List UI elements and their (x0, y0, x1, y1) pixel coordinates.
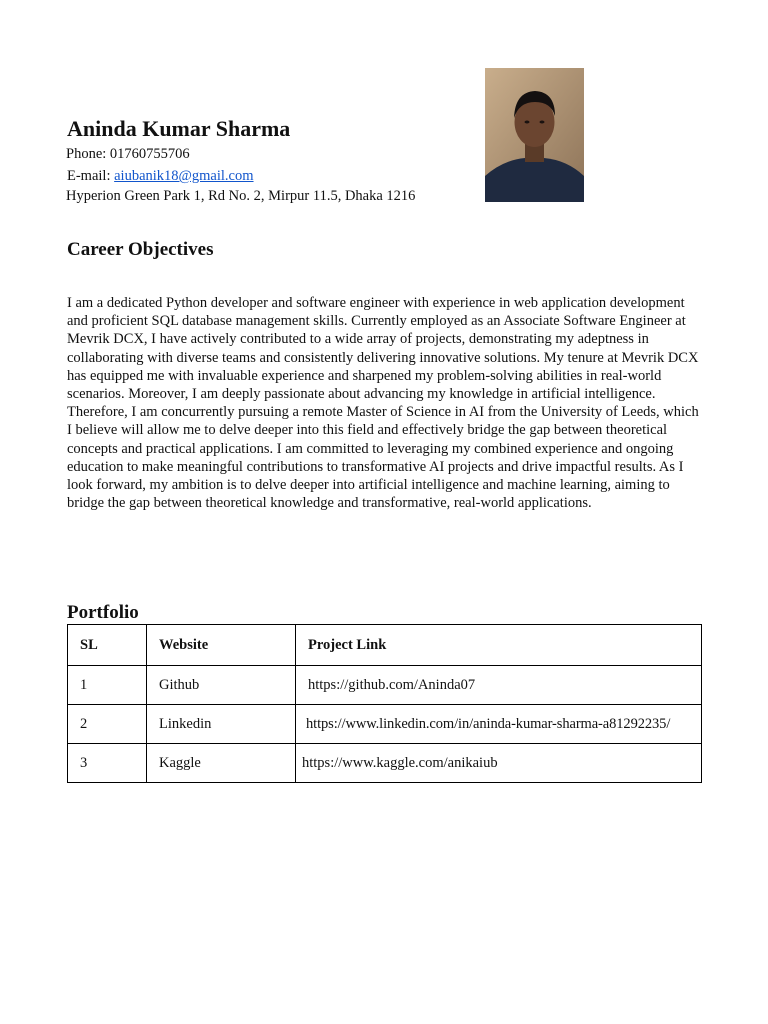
cell-sl: 2 (68, 705, 147, 744)
candidate-name: Aninda Kumar Sharma (67, 116, 291, 141)
header-website: Website (147, 625, 296, 666)
header-project-link: Project Link (296, 625, 702, 666)
profile-photo-illustration (485, 68, 584, 202)
address-line: Hyperion Green Park 1, Rd No. 2, Mirpur 11.5, Dhaka 1216 (66, 188, 416, 204)
portfolio-table (67, 624, 702, 783)
portfolio-heading: Portfolio (67, 602, 139, 623)
cell-website: Kaggle (147, 744, 296, 783)
cell-sl: 1 (68, 666, 147, 705)
cell-website: Github (147, 666, 296, 705)
cell-sl: 3 (68, 744, 147, 783)
career-objectives-heading: Career Objectives (67, 239, 214, 260)
cell-project-link: https://www.kaggle.com/anikaiub (296, 744, 702, 783)
header-sl: SL (68, 625, 147, 666)
table-row (68, 705, 702, 744)
career-objective-text: I am a dedicated Python developer and software engineer with experience in web application development and proficient SQL database management skills. Currently employed as an Associate Software Engineer at Mevrik DCX, I have actively contributed to a wide array of projects, demonstrating my adeptness in collaborating with diverse teams and consistently delivering innovative solutions. My tenure at Mevrik DCX has equipped me with invaluable experience and sharpened my problem-solving abilities in real-world scenarios. Moreover, I am deeply passionate about advancing my knowledge in artificial intelligence. Therefore, I am concurrently pursuing a remote Master of Science in AI from the University of Leeds, which I believe will allow me to delve deeper into this field and effectively bridge the gap between theoretical concepts and practical applications. I am committed to leveraging my combined experience and ongoing education to make meaningful contributions to transformative AI projects and drive impactful results. As I look forward, my ambition is to delve deeper into artificial intelligence and machine learning, aiming to bridge the gap between theoretical knowledge and transformative, real-world applications. (67, 295, 699, 512)
cell-project-link: https://www.linkedin.com/in/aninda-kumar-sharma-a81292235/ (296, 705, 702, 744)
phone-line: Phone: 01760755706 (66, 146, 190, 162)
table-row (68, 744, 702, 783)
cell-website: Linkedin (147, 705, 296, 744)
email-line (67, 168, 254, 185)
table-header-row (68, 625, 702, 666)
email-label: E-mail: (67, 168, 115, 184)
email-link[interactable]: aiubanik18@gmail.com (114, 168, 254, 184)
cell-project-link: https://github.com/Aninda07 (296, 666, 702, 705)
profile-photo (485, 68, 584, 202)
table-row (68, 666, 702, 705)
